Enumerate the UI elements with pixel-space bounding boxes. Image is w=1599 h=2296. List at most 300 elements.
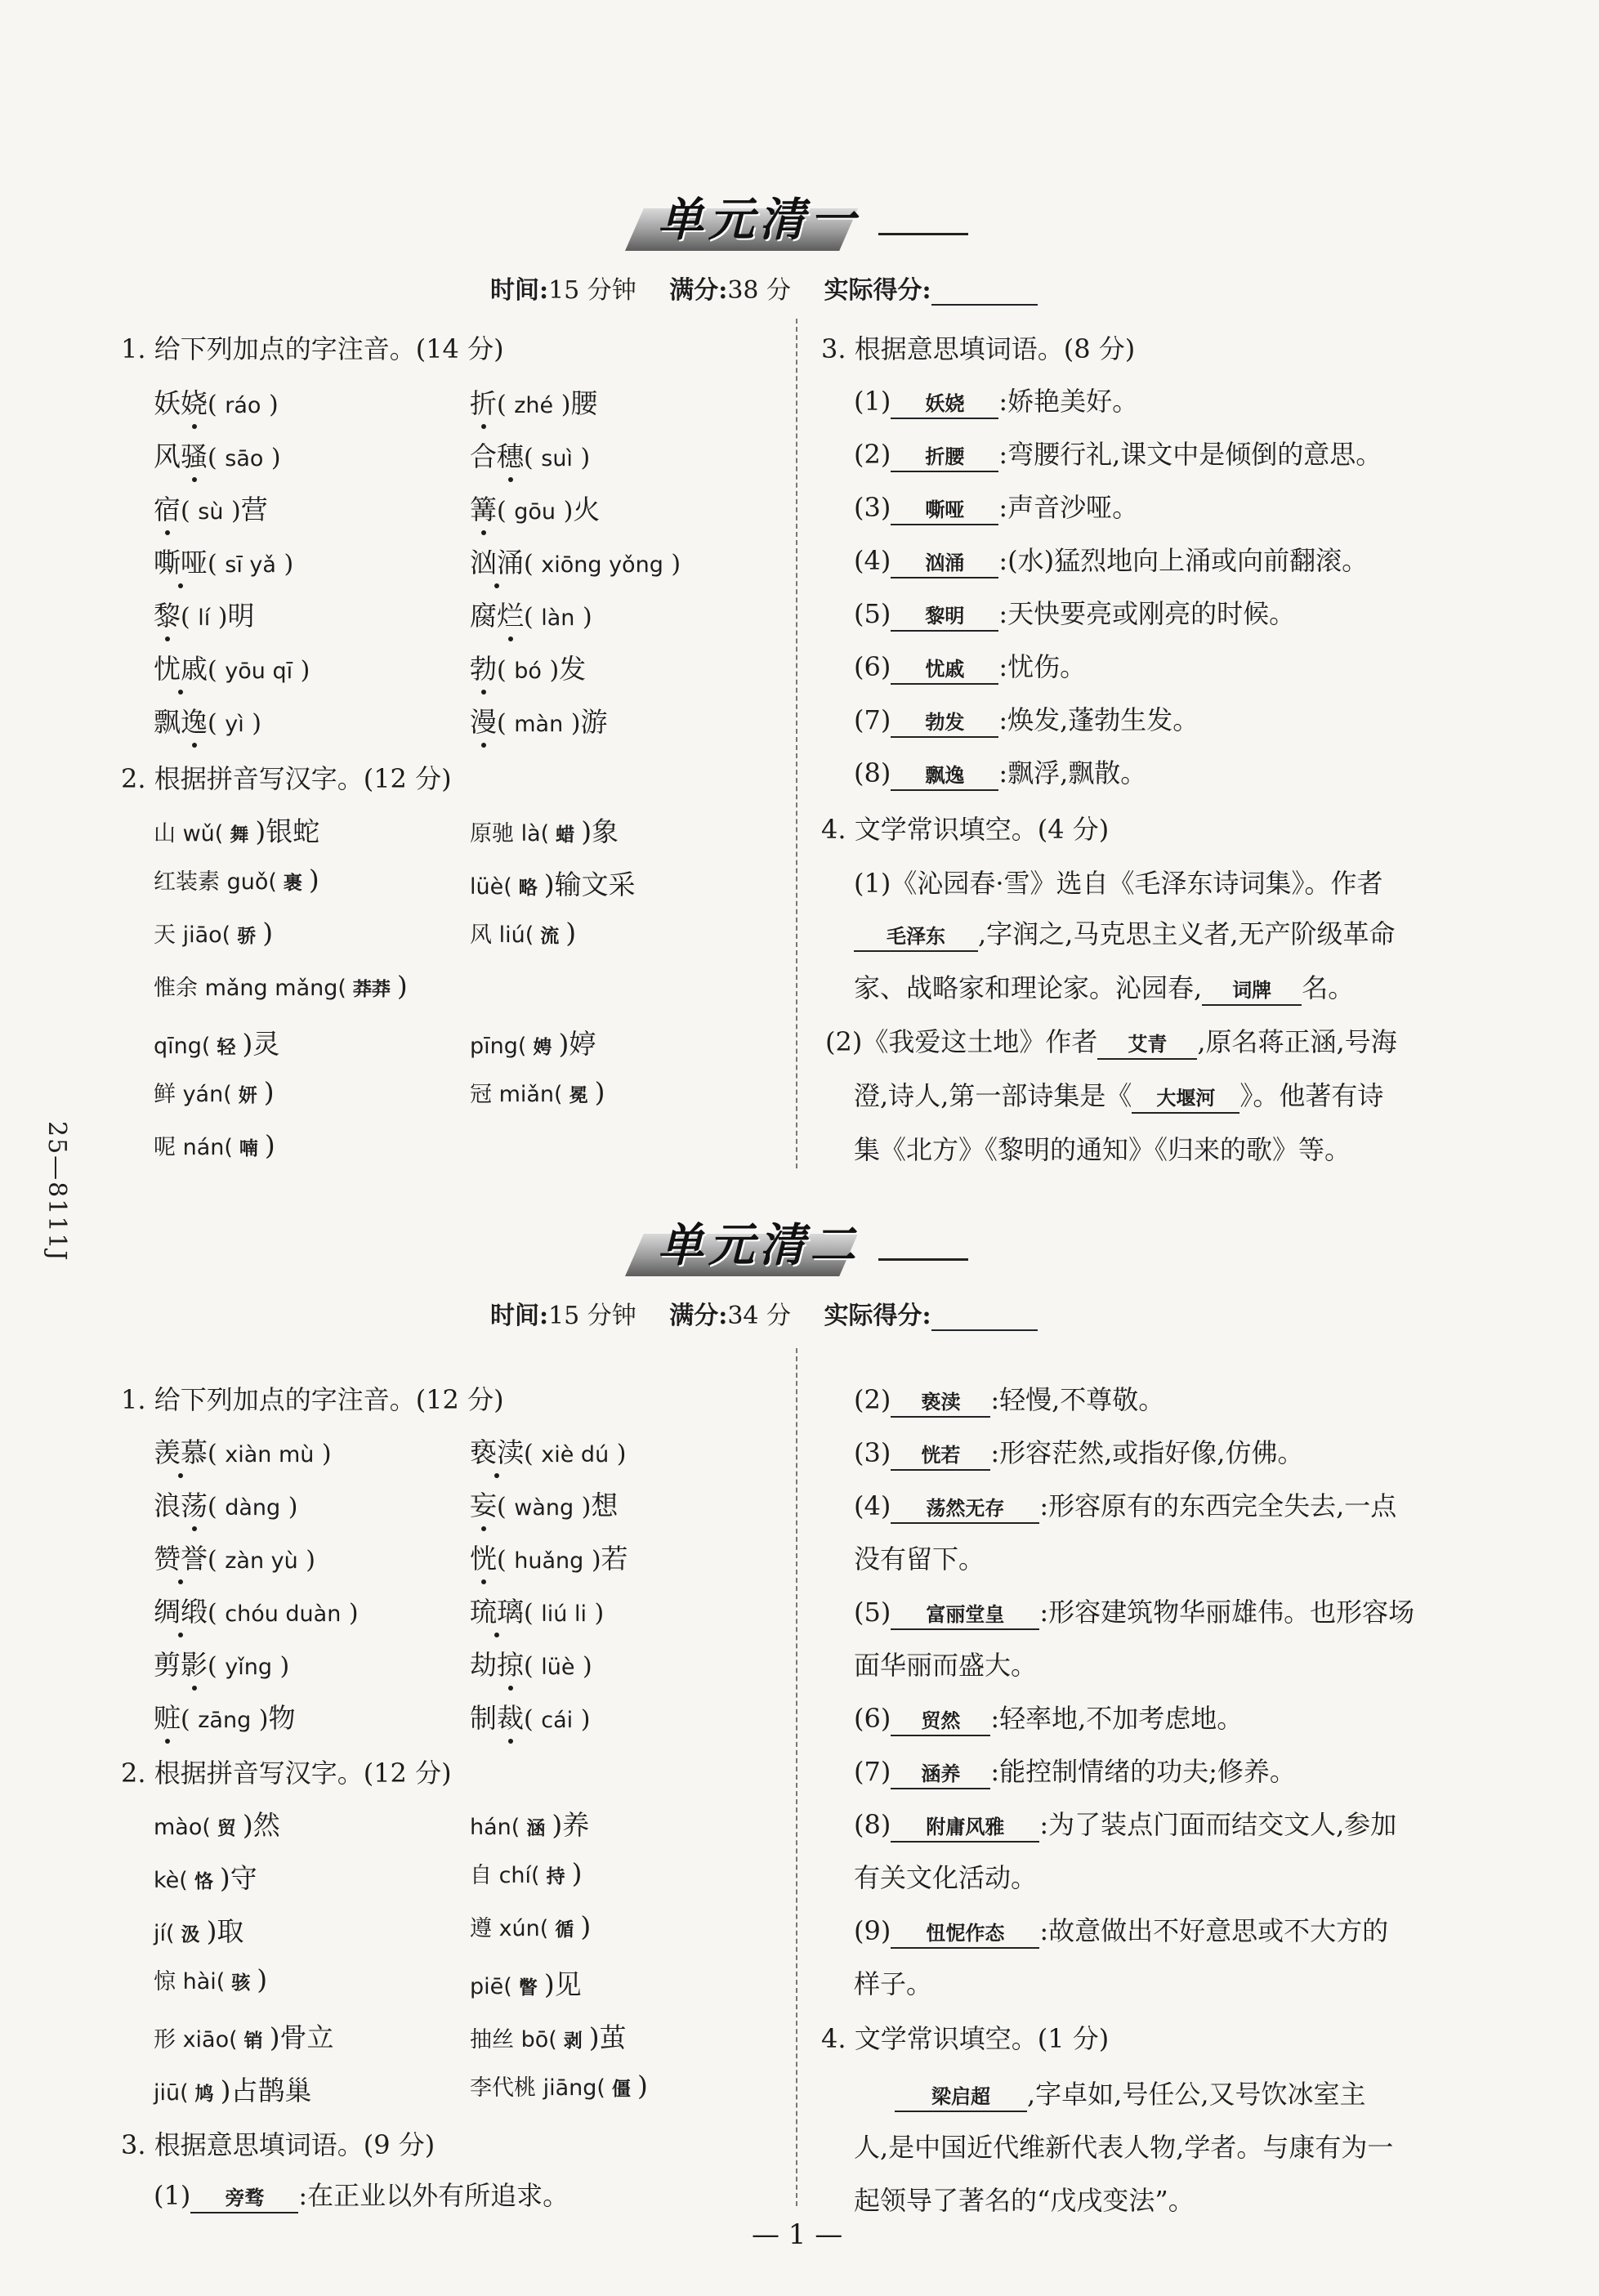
paren: ( — [524, 1652, 542, 1681]
definition-text: :形容原有的东西完全失去,一点 — [1039, 1490, 1397, 1521]
pinyin-prompt: 天 jiāo( — [154, 922, 231, 948]
paren: ( — [497, 656, 515, 685]
paren: ) — [609, 1440, 627, 1468]
pinyin-prompt: 自 chí( — [470, 1863, 540, 1888]
hanzi-answer: 骇 — [225, 1972, 257, 1994]
dotted-char: 烂 — [497, 600, 524, 632]
dotted-char: 裁 — [497, 1702, 524, 1734]
fill-line — [854, 1075, 1383, 1114]
hanzi-answer: 恪 — [187, 1871, 220, 1892]
hanzi-item — [470, 2017, 627, 2055]
answer-blank: 涵养 — [891, 1760, 990, 1789]
dotted-char: 恍 — [470, 1543, 497, 1575]
answer-blank: 毛泽东 — [854, 922, 978, 952]
word-text: 风 — [154, 440, 181, 472]
answer-blank: 黎明 — [891, 602, 998, 632]
answer-blank: 梁启超 — [895, 2083, 1027, 2112]
definition-text: :能控制情绪的功夫;修养。 — [990, 1756, 1296, 1787]
definition-item — [854, 1379, 1164, 1418]
paren: ( — [181, 603, 199, 632]
pinyin-item — [154, 542, 293, 580]
pinyin-answer: màn — [514, 712, 564, 737]
pinyin-answer: yì — [225, 712, 244, 737]
answer-blank: 忧戚 — [891, 655, 998, 685]
dotted-char: 娆 — [181, 387, 208, 419]
paren: ( — [497, 1546, 515, 1575]
text: ,字润之,马克思主义者,无产阶级革命 — [978, 918, 1396, 949]
paren: ) — [293, 656, 310, 685]
hanzi-answer: 舞 — [223, 824, 256, 846]
definition-item — [854, 1804, 1396, 1843]
word-text: )银蛇 — [255, 815, 320, 847]
dotted-char: 逸 — [181, 706, 208, 738]
hanzi-answer: 循 — [548, 1919, 581, 1941]
definition-text: :形容建筑物华丽雄伟。也形容场 — [1039, 1597, 1415, 1628]
paren: ( — [208, 1440, 226, 1468]
pinyin-prompt: hán( — [470, 1815, 520, 1840]
pinyin-item — [470, 436, 590, 474]
word-text: ) — [308, 864, 319, 896]
word-text: )输文采 — [543, 869, 636, 900]
header-rule — [878, 1258, 968, 1261]
word-text: ) — [263, 1076, 275, 1108]
word-text: ) — [257, 1963, 268, 1995]
definition-text: :轻慢,不尊敬。 — [990, 1384, 1165, 1415]
q3-title: 3. 根据意思填词语。(8 分) — [821, 333, 1136, 364]
answer-blank: 飘逸 — [891, 762, 998, 791]
definition-item — [854, 699, 1199, 738]
word-text: 劫 — [470, 1649, 497, 1681]
word-text: ) — [396, 970, 408, 1002]
pinyin-item — [154, 382, 279, 421]
text: 名。 — [1302, 972, 1355, 1003]
hanzi-answer: 略 — [511, 878, 544, 899]
definition-item — [854, 434, 1382, 472]
word-text: )然 — [242, 1809, 280, 1841]
item-number: (3) — [854, 1437, 891, 1468]
pinyin-answer: lüè — [541, 1655, 575, 1680]
dotted-char: 汹涌 — [470, 547, 524, 578]
paren: ( — [524, 550, 542, 578]
hanzi-item — [470, 2070, 648, 2102]
item-number: (1) — [854, 386, 891, 417]
word-text: ) — [262, 917, 274, 949]
pinyin-prompt: 李代桃 jiāng( — [470, 2075, 605, 2101]
pinyin-prompt: jiū( — [154, 2080, 189, 2106]
paren: ) — [556, 497, 574, 525]
hanzi-answer: 娉 — [526, 1037, 559, 1058]
paren: ) — [223, 497, 241, 525]
word-text: 发 — [559, 653, 587, 685]
word-text: ) — [636, 2070, 648, 2102]
pinyin-prompt: 惊 hài( — [154, 1969, 226, 1994]
paren: ( — [524, 1705, 542, 1734]
fill-line — [895, 2074, 1366, 2112]
answer-blank: 忸怩作态 — [891, 1919, 1039, 1949]
paren: ) — [210, 603, 228, 632]
paren: ) — [280, 1493, 298, 1521]
pinyin-answer: yǐng — [225, 1655, 272, 1680]
q1-title: 1. 给下列加点的字注音。(12 分) — [121, 1384, 504, 1415]
hanzi-item — [154, 970, 408, 1002]
header-rule — [878, 233, 968, 235]
paren: ) — [572, 444, 591, 472]
definition-item — [854, 540, 1368, 578]
definition-text: :轻率地,不加考虑地。 — [990, 1703, 1244, 1734]
answer-blank: 亵渎 — [891, 1388, 990, 1418]
paren: ) — [553, 391, 571, 419]
pinyin-item — [470, 489, 600, 527]
paren: ( — [181, 497, 199, 525]
fill-line — [854, 967, 1354, 1006]
hanzi-item — [154, 2070, 312, 2108]
dotted-char: 折 — [470, 387, 497, 419]
hanzi-item — [154, 1076, 275, 1108]
hanzi-item — [470, 1963, 582, 2002]
hanzi-answer: 瞥 — [511, 1977, 544, 1999]
q2-title: 2. 根据拼音写汉字。(12 分) — [121, 763, 452, 794]
pinyin-item — [470, 1485, 618, 1523]
pinyin-prompt: 原驰 là( — [470, 821, 550, 846]
dotted-char: 黎 — [154, 600, 181, 632]
paren: ( — [208, 1493, 226, 1521]
definition-item — [854, 1592, 1414, 1630]
pinyin-prompt: kè( — [154, 1868, 188, 1893]
pinyin-answer: ráo — [225, 393, 261, 418]
paren: ) — [663, 550, 681, 578]
pinyin-answer: lí — [198, 605, 211, 631]
word-text: ) — [594, 1076, 605, 1108]
dotted-char: 羡慕 — [154, 1436, 208, 1468]
paren: ( — [208, 391, 226, 419]
definition-text: :娇艳美好。 — [998, 386, 1139, 417]
word-text: 明 — [227, 600, 255, 632]
word-text: 妖 — [154, 387, 181, 419]
unit2-header — [0, 1209, 1599, 1275]
actual-score-label: 实际得分: — [824, 1302, 931, 1330]
paren: ( — [181, 1705, 199, 1734]
pinyin-item — [154, 1432, 332, 1470]
answer-blank: 妖娆 — [891, 390, 998, 419]
hanzi-answer: 汲 — [174, 1924, 207, 1945]
paren: ) — [261, 391, 279, 419]
word-text: )守 — [219, 1862, 257, 1894]
word-text: )象 — [581, 815, 619, 847]
text: (2)《我爱这土地》作者 — [825, 1026, 1098, 1057]
pinyin-prompt: 冠 miǎn( — [470, 1082, 563, 1107]
definition-continuation: 没有留下。 — [854, 1543, 985, 1575]
pinyin-prompt: jí( — [154, 1921, 175, 1946]
answer-blank: 嘶哑 — [891, 496, 998, 525]
pinyin-prompt: 山 wǔ( — [154, 821, 224, 846]
pinyin-answer: gōu — [514, 499, 556, 525]
hanzi-answer: 裹 — [276, 873, 309, 894]
paren: ( — [524, 444, 542, 472]
pinyin-answer: xiàn mù — [225, 1442, 315, 1467]
pinyin-prompt: 抽丝 bō( — [470, 2027, 557, 2053]
paren: ( — [208, 550, 226, 578]
item-number: (4) — [854, 545, 891, 576]
pinyin-prompt: piē( — [470, 1974, 512, 1999]
definition-continuation: 样子。 — [854, 1968, 933, 1999]
word-text: )灵 — [242, 1028, 280, 1060]
pinyin-prompt: 遵 xún( — [470, 1916, 549, 1941]
paren: ) — [314, 1440, 332, 1468]
paren: ) — [583, 1546, 601, 1575]
q3-title: 3. 根据意思填词语。(9 分) — [121, 2129, 435, 2160]
dotted-char: 骚 — [181, 440, 208, 472]
time-label: 时间: — [490, 276, 549, 305]
paren: ( — [497, 497, 515, 525]
hanzi-item — [154, 917, 273, 949]
dotted-char: 忧戚 — [154, 653, 208, 685]
hanzi-answer: 骄 — [230, 926, 263, 947]
hanzi-answer: 僵 — [605, 2079, 637, 2100]
dotted-char: 篝 — [470, 494, 497, 525]
time-value: 15 分钟 — [548, 1302, 636, 1330]
word-text: 合 — [470, 440, 497, 472]
paren: ( — [208, 709, 226, 738]
paren: ) — [297, 1546, 316, 1575]
pinyin-item — [470, 1591, 604, 1629]
pinyin-answer: yōu qī — [225, 659, 293, 684]
side-code: 25—8111J — [42, 1121, 71, 1262]
pinyin-answer: sù — [198, 499, 224, 525]
pinyin-answer: sāo — [225, 446, 264, 471]
hanzi-item — [154, 1804, 280, 1843]
dotted-char: 琉璃 — [470, 1596, 524, 1628]
definition-item — [154, 2175, 569, 2213]
pinyin-item — [154, 701, 261, 739]
page-number: — 1 — — [752, 2218, 843, 2251]
pinyin-prompt: 形 xiāo( — [154, 2027, 238, 2053]
definition-text: :为了装点门面而结交文人,参加 — [1039, 1809, 1397, 1840]
paren: ( — [208, 444, 226, 472]
dotted-char: 嘶哑 — [154, 547, 208, 578]
item-number: (3) — [854, 492, 891, 523]
pinyin-item — [470, 1697, 590, 1735]
item-number: (7) — [854, 1756, 891, 1787]
word-text: 制 — [470, 1702, 497, 1734]
unit1-header — [0, 184, 1599, 249]
hanzi-item — [154, 1963, 267, 1995]
hanzi-item — [154, 1129, 275, 1161]
word-text: )婷 — [558, 1028, 596, 1060]
hanzi-item — [470, 811, 619, 849]
word-text: )骨立 — [269, 2021, 334, 2053]
definition-item — [854, 646, 1086, 685]
item-number: (4) — [854, 1490, 891, 1521]
pinyin-prompt: 鲜 yán( — [154, 1082, 232, 1107]
time-label: 时间: — [490, 1302, 549, 1330]
text-line: 集《北方》《黎明的通知》《归来的歌》等。 — [854, 1134, 1351, 1165]
answer-blank: 词牌 — [1202, 976, 1302, 1006]
definition-continuation: 有关文化活动。 — [854, 1862, 1038, 1893]
definition-text: :天快要亮或刚亮的时候。 — [998, 598, 1296, 629]
dotted-char: 漫 — [470, 706, 497, 738]
word-text: 腐 — [470, 600, 497, 632]
word-text: )占鹊巢 — [220, 2075, 312, 2106]
word-text: )取 — [206, 1915, 244, 1947]
answer-blank: 大堰河 — [1132, 1084, 1239, 1114]
q2-title: 2. 根据拼音写汉字。(12 分) — [121, 1758, 452, 1789]
dotted-char: 影 — [181, 1649, 208, 1681]
paren: ( — [497, 391, 515, 419]
pinyin-item — [470, 382, 597, 421]
paren: ) — [573, 1705, 591, 1734]
text-line: 起领导了著名的“戊戌变法”。 — [854, 2185, 1195, 2216]
time-value: 15 分钟 — [548, 276, 636, 305]
pinyin-answer: wàng — [514, 1495, 574, 1521]
dotted-char: 荡 — [181, 1490, 208, 1521]
pinyin-answer: cái — [541, 1708, 574, 1733]
word-text: )养 — [552, 1809, 590, 1841]
pinyin-item — [154, 1644, 289, 1682]
dotted-char: 妄 — [470, 1490, 497, 1521]
hanzi-answer: 涵 — [520, 1818, 552, 1839]
hanzi-answer: 销 — [237, 2030, 270, 2052]
pinyin-prompt: lüè( — [470, 874, 512, 900]
pinyin-answer: bó — [514, 659, 542, 684]
pinyin-answer: dàng — [225, 1495, 281, 1521]
pinyin-item — [470, 1644, 592, 1682]
hanzi-answer: 贸 — [210, 1818, 243, 1839]
text: 澄,诗人,第一部诗集是《 — [854, 1080, 1132, 1111]
dotted-char: 穗 — [497, 440, 524, 472]
answer-blank: 富丽堂皇 — [891, 1601, 1039, 1630]
paren: ( — [208, 1546, 226, 1575]
definition-text: :飘浮,飘散。 — [998, 757, 1147, 788]
paren: ) — [574, 1652, 592, 1681]
pinyin-item — [470, 1538, 628, 1576]
actual-score-label: 实际得分: — [824, 276, 931, 305]
pinyin-item — [154, 1538, 315, 1576]
definition-item — [854, 1910, 1388, 1949]
item-number: (8) — [854, 757, 891, 788]
answer-blank: 附庸风雅 — [891, 1813, 1039, 1843]
unit2-meta — [490, 1295, 1038, 1331]
paren: ) — [563, 709, 581, 738]
answer-blank: 艾青 — [1097, 1030, 1197, 1060]
pinyin-prompt: 惟余 mǎng mǎng( — [154, 976, 346, 1001]
text: 家、战略家和理论家。沁园春, — [854, 972, 1203, 1003]
hanzi-item — [154, 864, 319, 896]
paren: ( — [497, 1493, 515, 1521]
dotted-char: 赃 — [154, 1702, 181, 1734]
pinyin-answer: xiōng yǒng — [541, 552, 663, 578]
paren: ) — [586, 1599, 605, 1628]
definition-text: :形容茫然,或指好像,仿佛。 — [990, 1437, 1304, 1468]
hanzi-item — [470, 1023, 596, 1061]
hanzi-item — [154, 1023, 279, 1061]
word-text: 若 — [601, 1543, 628, 1575]
paren: ( — [524, 1440, 542, 1468]
item-number: (2) — [854, 1384, 891, 1415]
definition-text: :弯腰行礼,课文中是倾倒的意思。 — [998, 439, 1382, 470]
word-text: ) — [571, 1857, 583, 1889]
definition-text: :在正业以外有所追求。 — [298, 2180, 569, 2211]
hanzi-item — [470, 917, 576, 949]
hanzi-answer: 妍 — [231, 1085, 264, 1106]
word-text: 营 — [240, 494, 268, 525]
hanzi-item — [470, 1804, 589, 1843]
text: ,字卓如,号任公,又号饮冰室主 — [1027, 2079, 1366, 2110]
hanzi-answer: 冕 — [562, 1085, 595, 1106]
dotted-char: 绸缎 — [154, 1596, 208, 1628]
hanzi-answer: 轻 — [210, 1037, 243, 1058]
definition-text: :故意做出不好意思或不大方的 — [1039, 1915, 1389, 1946]
hanzi-item — [154, 2017, 334, 2055]
pinyin-answer: làn — [541, 605, 575, 631]
dotted-char: 掠 — [497, 1649, 524, 1681]
q4-title: 4. 文学常识填空。(4 分) — [821, 814, 1110, 845]
pinyin-item — [470, 648, 586, 686]
definition-text: :(水)猛烈地向上涌或向前翻滚。 — [998, 545, 1369, 576]
word-text: ) — [565, 917, 577, 949]
q1-title: 1. 给下列加点的字注音。(14 分) — [121, 333, 504, 364]
pinyin-item — [154, 1591, 359, 1629]
column-divider — [796, 1348, 797, 2206]
definition-text: :声音沙哑。 — [998, 492, 1139, 523]
word-text: 物 — [268, 1702, 296, 1734]
answer-blank: 荡然无存 — [891, 1494, 1039, 1524]
paren: ) — [341, 1599, 359, 1628]
item-number: (9) — [854, 1915, 891, 1946]
unit1-meta — [490, 270, 1038, 306]
item-number: (1) — [154, 2180, 191, 2211]
paren: ( — [208, 1652, 226, 1681]
pinyin-item — [154, 1697, 295, 1735]
definition-item — [854, 753, 1146, 791]
answer-blank: 勃发 — [891, 708, 998, 738]
definition-continuation: 面华丽而盛大。 — [854, 1650, 1038, 1681]
pinyin-item — [470, 542, 681, 580]
paren: ) — [263, 444, 281, 472]
word-text: ) — [580, 1910, 592, 1942]
dotted-char: 勃 — [470, 653, 497, 685]
pinyin-prompt: 风 liú( — [470, 922, 534, 948]
hanzi-item — [154, 1910, 243, 1949]
item-number: (6) — [854, 1703, 891, 1734]
pinyin-item — [470, 595, 592, 633]
word-text: ) — [264, 1129, 275, 1161]
hanzi-item — [154, 1857, 257, 1896]
item-number: (2) — [854, 439, 891, 470]
pinyin-prompt: pīng( — [470, 1034, 527, 1059]
hanzi-answer: 蜡 — [549, 824, 582, 846]
pinyin-answer: suì — [541, 446, 573, 471]
paren: ) — [275, 550, 294, 578]
pinyin-item — [154, 436, 281, 474]
hanzi-item — [470, 1910, 591, 1942]
score-label: 满分: — [669, 276, 728, 305]
definition-item — [854, 1485, 1396, 1524]
definition-item — [854, 1432, 1303, 1471]
pinyin-answer: zāng — [198, 1708, 252, 1733]
text: ,原名蒋正涵,号海 — [1197, 1026, 1397, 1057]
item-number: (5) — [854, 1597, 891, 1628]
pinyin-item — [154, 1485, 297, 1523]
pinyin-answer: liú li — [541, 1601, 587, 1627]
hanzi-item — [470, 864, 636, 902]
paren: ( — [208, 1599, 226, 1628]
unit2-title: 单元清二 — [658, 1219, 860, 1272]
word-text: 腰 — [570, 387, 598, 419]
pinyin-prompt: 红装素 guǒ( — [154, 869, 277, 895]
pinyin-prompt: qīng( — [154, 1034, 211, 1059]
word-text: 游 — [580, 706, 608, 738]
word-text: )茧 — [588, 2021, 627, 2053]
